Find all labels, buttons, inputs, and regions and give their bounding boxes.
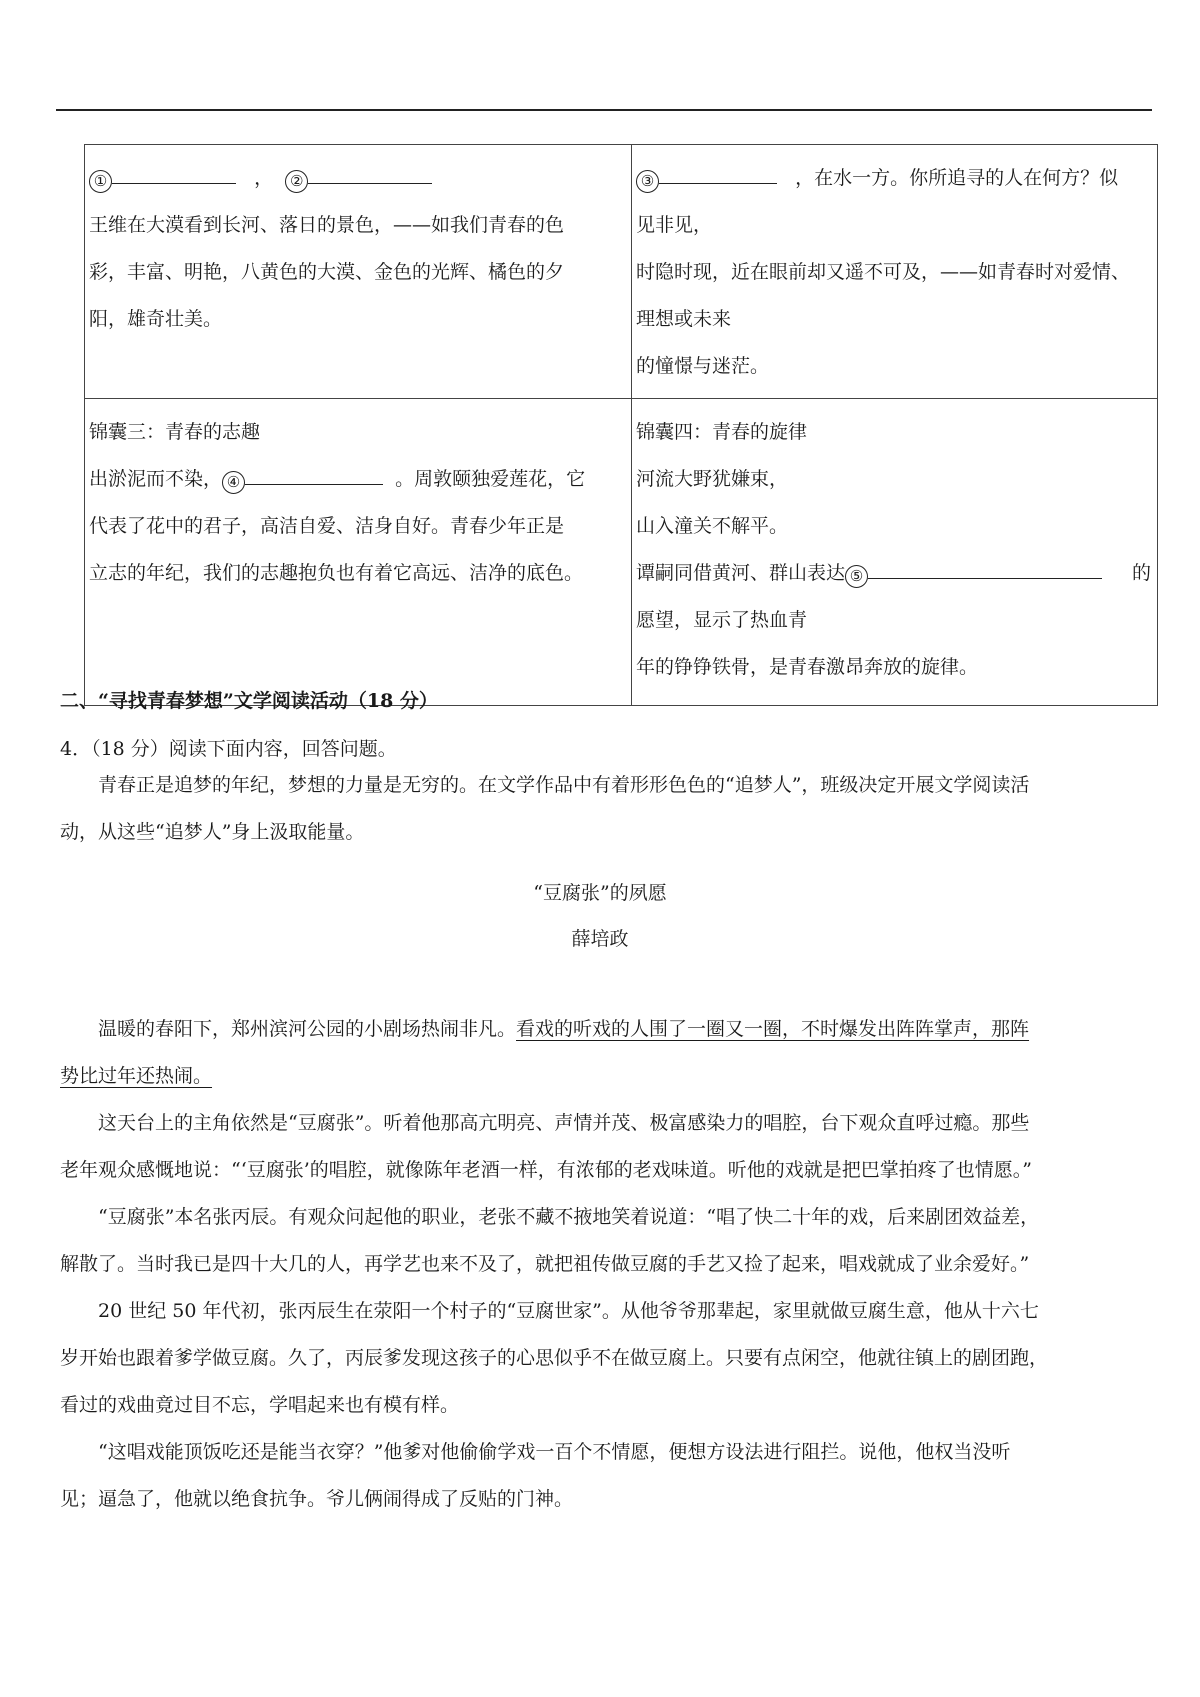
tip-cell-2: ③ ，在水一方。你所追寻的人在何方？似 见非见， 时隐时现，近在眼前却又遥不可及，——如青春时对爱情、 理想或未来 的憧憬与迷茫。 (632, 145, 1158, 399)
question-stem: 4．（18 分）阅读下面内容，回答问题。 (60, 738, 397, 760)
header-rule (56, 109, 1152, 111)
answer-blank-3[interactable] (659, 159, 777, 184)
article-paragraph-3: “豆腐张”本名张丙辰。有观众问起他的职业，老张不藏不掖地笑着说道：“唱了快二十年的戏，后来剧团效益差， 解散了。当时我已是四十大几的人，再学艺也来不及了，就把祖传做豆腐的手艺又捡了起来，唱戏就成了业余爱好。” (60, 1206, 1040, 1275)
intro-paragraph: 青春正是追梦的年纪，梦想的力量是无穷的。在文学作品中有着形形色色的“追梦人”，班级决定开展文学阅读活 动，从这些“追梦人”身上汲取能量。 (60, 774, 1030, 843)
tip-cell-4: 锦囊四：青春的旋律 河流大野犹嫌束， 山入潼关不解平。 谭嗣同借黄河、群山表达 ⑤ 的 愿望，显示了热血青 年的铮铮铁骨，是青春激昂奔放的旋律。 (632, 399, 1158, 706)
poem-line: 河流大野犹嫌束， (636, 468, 789, 490)
cell-text: 理想或未来 (636, 308, 732, 330)
answer-blank-1[interactable] (112, 159, 236, 184)
answer-blank-5[interactable] (868, 554, 1102, 579)
tip-cell-3: 锦囊三：青春的志趣 出淤泥而不染， ④ 。周敦颐独爱莲花，它 代表了花中的君子，高洁自爱、洁身自好。青春少年正是 立志的年纪，我们的志趣抱负也有着它高远、洁净的底色。 (85, 399, 632, 706)
blank-number-1: ① (89, 170, 112, 193)
tip-title-3: 锦囊三：青春的志趣 (89, 421, 261, 443)
blank-number-4: ④ (222, 471, 245, 494)
cell-text: 时隐时现，近在眼前却又遥不可及，——如青春时对爱情、 (636, 261, 1131, 283)
article-paragraph-4: 20 世纪 50 年代初，张丙辰生在荥阳一个村子的“豆腐世家”。从他爷爷那辈起，家里就做豆腐生意，他从十六七 岁开始也跟着爹学做豆腐。久了，丙辰爹发现这孩子的心思似乎不在做豆腐上。只要有点闲空，他就往镇上的剧团跑， 看过的戏曲竟过目不忘，学唱起来也有模有样。 (60, 1300, 1049, 1416)
answer-blank-4[interactable] (245, 460, 383, 485)
blank-number-5: ⑤ (845, 565, 868, 588)
cell-text: 愿望，显示了热血青 (636, 609, 808, 631)
blank-number-3: ③ (636, 170, 659, 193)
article-author: 薛培政 (571, 928, 629, 950)
answer-blank-2[interactable] (308, 159, 432, 184)
cell-text: 的憧憬与迷茫。 (636, 355, 770, 377)
article-paragraph-5: “这唱戏能顶饭吃还是能当衣穿？”他爹对他偷偷学戏一百个不情愿，便想方设法进行阻拦。说他，他权当没听 见；逼急了，他就以绝食抗争。爷儿俩闹得成了反贴的门神。 (60, 1441, 1011, 1510)
section-heading: 二、“寻找青春梦想”文学阅读活动（18 分） (60, 690, 438, 712)
cell-text: 阳，雄奇壮美。 (89, 308, 223, 330)
poem-line: 山入潼关不解平。 (636, 515, 789, 537)
cell-text: 年的铮铮铁骨，是青春激昂奔放的旋律。 (636, 656, 979, 678)
tip-title-4: 锦囊四：青春的旋律 (636, 421, 808, 443)
tips-table (84, 144, 1158, 706)
article-title: “豆腐张”的夙愿 (533, 882, 667, 904)
cell-text: 王维在大漠看到长河、落日的景色，——如我们青春的色 (89, 214, 565, 236)
article-paragraph-2: 这天台上的主角依然是“豆腐张”。听着他那高亢明亮、声情并茂、极富感染力的唱腔，台下观众直呼过瘾。那些 老年观众感慨地说：“‘豆腐张’的唱腔，就像陈年老酒一样，有浓郁的老戏味道。听他的戏就是把巴掌拍疼了也情愿。” (60, 1112, 1033, 1181)
cell-text: 见非见， (636, 214, 713, 236)
tip-cell-1: ① ， ② 王维在大漠看到长河、落日的景色，——如我们青春的色 彩，丰富、明艳，八黄色的大漠、金色的光辉、橘色的夕 阳，雄奇壮美。 (85, 145, 632, 399)
blank-number-2: ② (285, 170, 308, 193)
article-paragraph-1: 温暖的春阳下，郑州滨河公园的小剧场热闹非凡。看戏的听戏的人围了一圈又一圈，不时爆发出阵阵掌声，那阵 势比过年还热闹。 (60, 1018, 1030, 1087)
underlined-sentence: 看戏的听戏的人围了一圈又一圈，不时爆发出阵阵掌声，那阵 (516, 1018, 1030, 1040)
cell-text: 彩，丰富、明艳，八黄色的大漠、金色的光辉、橘色的夕 (89, 261, 565, 283)
underlined-sentence: 势比过年还热闹。 (60, 1065, 213, 1087)
cell-text: 立志的年纪，我们的志趣抱负也有着它高远、洁净的底色。 (89, 562, 584, 584)
cell-text: 代表了花中的君子，高洁自爱、洁身自好。青春少年正是 (89, 515, 565, 537)
